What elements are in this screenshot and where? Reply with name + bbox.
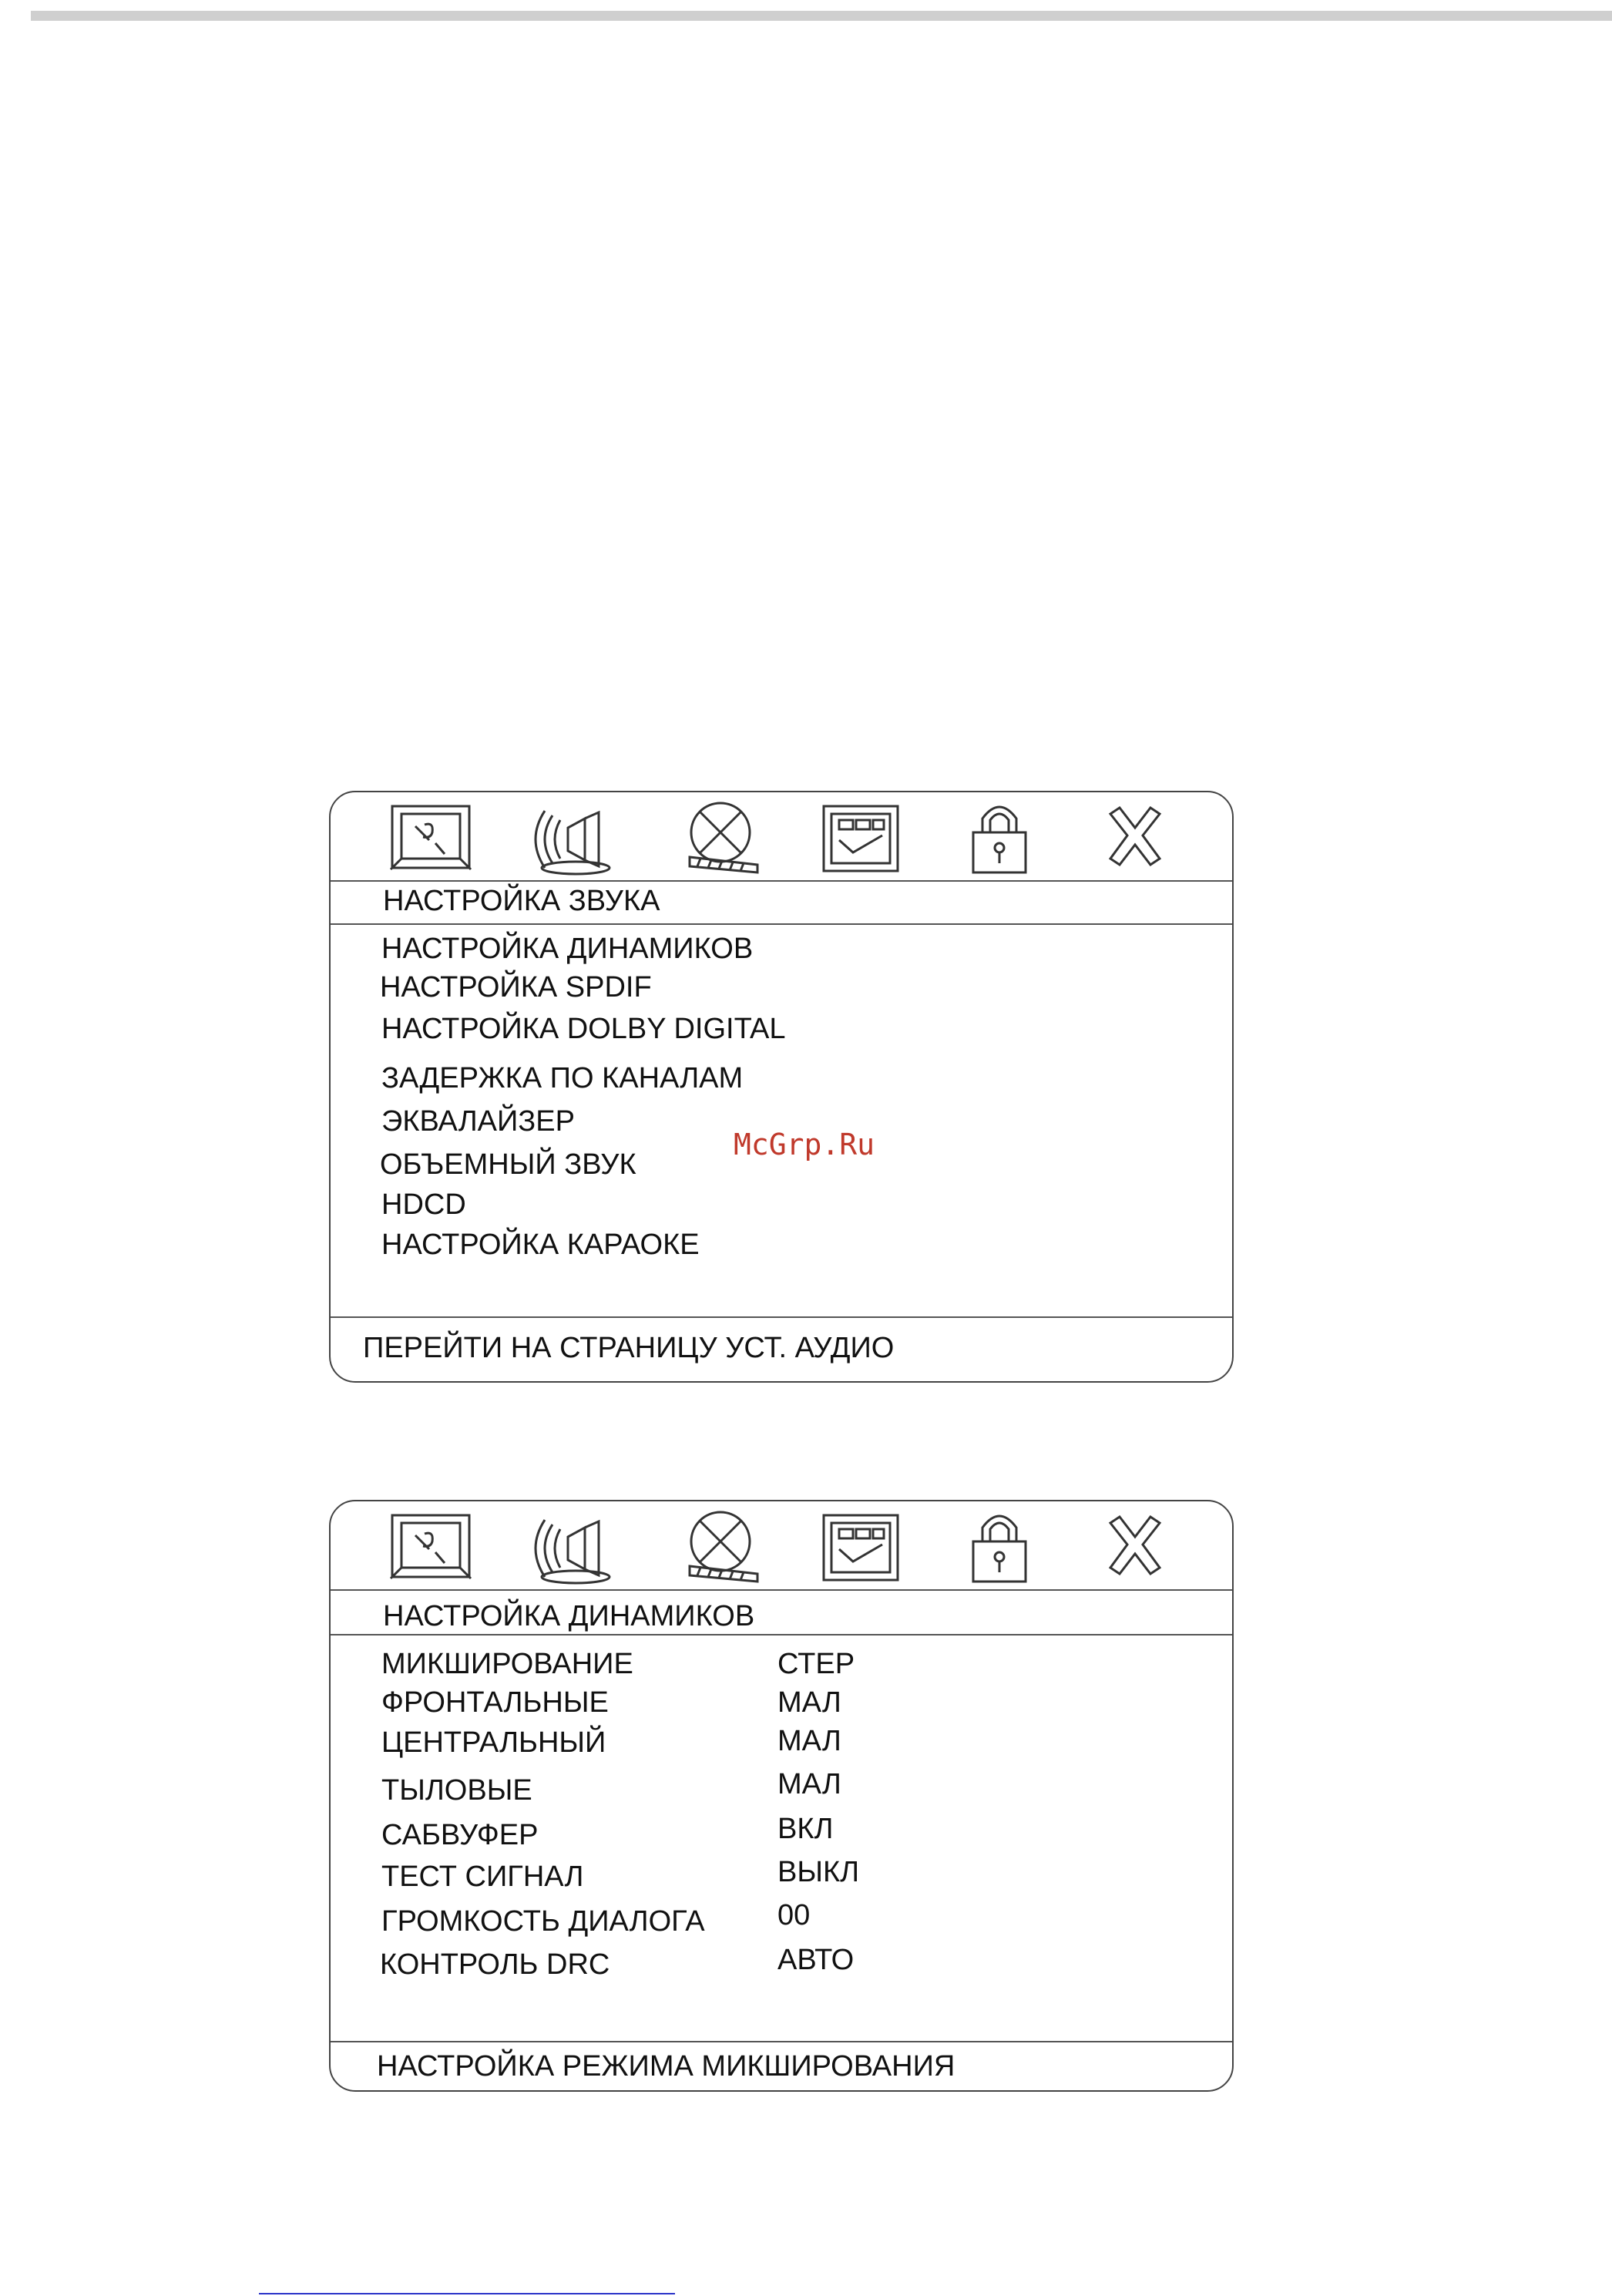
menu-title: НАСТРОЙКА ДИНАМИКОВ [383, 1600, 755, 1632]
setting-label-front[interactable]: ФРОНТАЛЬНЫЕ [381, 1686, 609, 1719]
setting-label-drc[interactable]: КОНТРОЛЬ DRC [380, 1948, 610, 1981]
status-hint: ПЕРЕЙТИ НА СТРАНИЦУ УСТ. АУДИО [363, 1332, 895, 1364]
title-divider [331, 1634, 1232, 1635]
setting-value-center[interactable]: МАЛ [777, 1725, 841, 1757]
watermark: McGrp.Ru [734, 1128, 875, 1161]
setting-label-rear[interactable]: ТЫЛОВЫЕ [381, 1774, 532, 1807]
setting-label-test-tone[interactable]: ТЕСТ СИГНАЛ [381, 1861, 584, 1893]
setting-label-downmix[interactable]: МИКШИРОВАНИЕ [381, 1648, 633, 1680]
exit-x-icon[interactable] [1089, 1506, 1181, 1588]
menu-title: НАСТРОЙКА ЗВУКА [383, 885, 660, 917]
audio-setup-menu [329, 791, 1234, 1383]
menu-item-karaoke-setup[interactable]: НАСТРОЙКА КАРАОКЕ [381, 1229, 700, 1261]
setting-value-dialog-volume[interactable]: 00 [777, 1899, 811, 1931]
menu-item-speaker-setup[interactable]: НАСТРОЙКА ДИНАМИКОВ [381, 933, 754, 965]
menu-item-surround[interactable]: ОБЪЕМНЫЙ ЗВУК [380, 1148, 636, 1181]
setting-value-test-tone[interactable]: ВЫКЛ [777, 1856, 860, 1888]
video-film-icon[interactable] [674, 1506, 767, 1588]
menu-item-channel-delay[interactable]: ЗАДЕРЖКА ПО КАНАЛАМ [381, 1062, 744, 1094]
header-divider [331, 1589, 1232, 1591]
setting-value-rear[interactable]: МАЛ [777, 1768, 841, 1800]
footer-divider [331, 1316, 1232, 1318]
menu-item-dolby-setup[interactable]: НАСТРОЙКА DOLBY DIGITAL [381, 1013, 786, 1045]
footer-divider [331, 2041, 1232, 2042]
status-hint: НАСТРОЙКА РЕЖИМА МИКШИРОВАНИЯ [377, 2050, 955, 2083]
menu-icon-bar [331, 792, 1232, 883]
menu-item-spdif-setup[interactable]: НАСТРОЙКА SPDIF [380, 971, 652, 1003]
setting-value-downmix[interactable]: СТЕР [777, 1648, 855, 1680]
top-rule [31, 11, 1612, 21]
audio-speaker-icon[interactable] [522, 1506, 614, 1588]
setting-label-subwoofer[interactable]: САБВУФЕР [381, 1819, 539, 1851]
setting-label-center[interactable]: ЦЕНТРАЛЬНЫЙ [381, 1726, 606, 1759]
preference-panel-icon[interactable] [814, 1506, 907, 1588]
speaker-setup-menu [329, 1500, 1234, 2092]
title-divider [331, 923, 1232, 925]
lock-icon[interactable] [953, 1506, 1046, 1588]
setting-value-subwoofer[interactable]: ВКЛ [777, 1813, 834, 1845]
menu-item-equalizer[interactable]: ЭКВАЛАЙЗЕР [381, 1105, 575, 1138]
menu-icon-bar [331, 1501, 1232, 1592]
lock-icon[interactable] [953, 797, 1046, 879]
exit-x-icon[interactable] [1089, 797, 1181, 879]
preference-panel-icon[interactable] [814, 797, 907, 879]
menu-item-hdcd[interactable]: HDCD [381, 1188, 466, 1221]
settings-tv-icon[interactable] [385, 1506, 477, 1588]
setting-value-drc[interactable]: АВТО [777, 1944, 855, 1976]
setting-label-dialog-volume[interactable]: ГРОМКОСТЬ ДИАЛОГА [381, 1905, 705, 1938]
bottom-link-underline [259, 2293, 675, 2294]
video-film-icon[interactable] [674, 797, 767, 879]
setting-value-front[interactable]: МАЛ [777, 1686, 841, 1719]
header-divider [331, 880, 1232, 882]
settings-tv-icon[interactable] [385, 797, 477, 879]
audio-speaker-icon[interactable] [522, 797, 614, 879]
